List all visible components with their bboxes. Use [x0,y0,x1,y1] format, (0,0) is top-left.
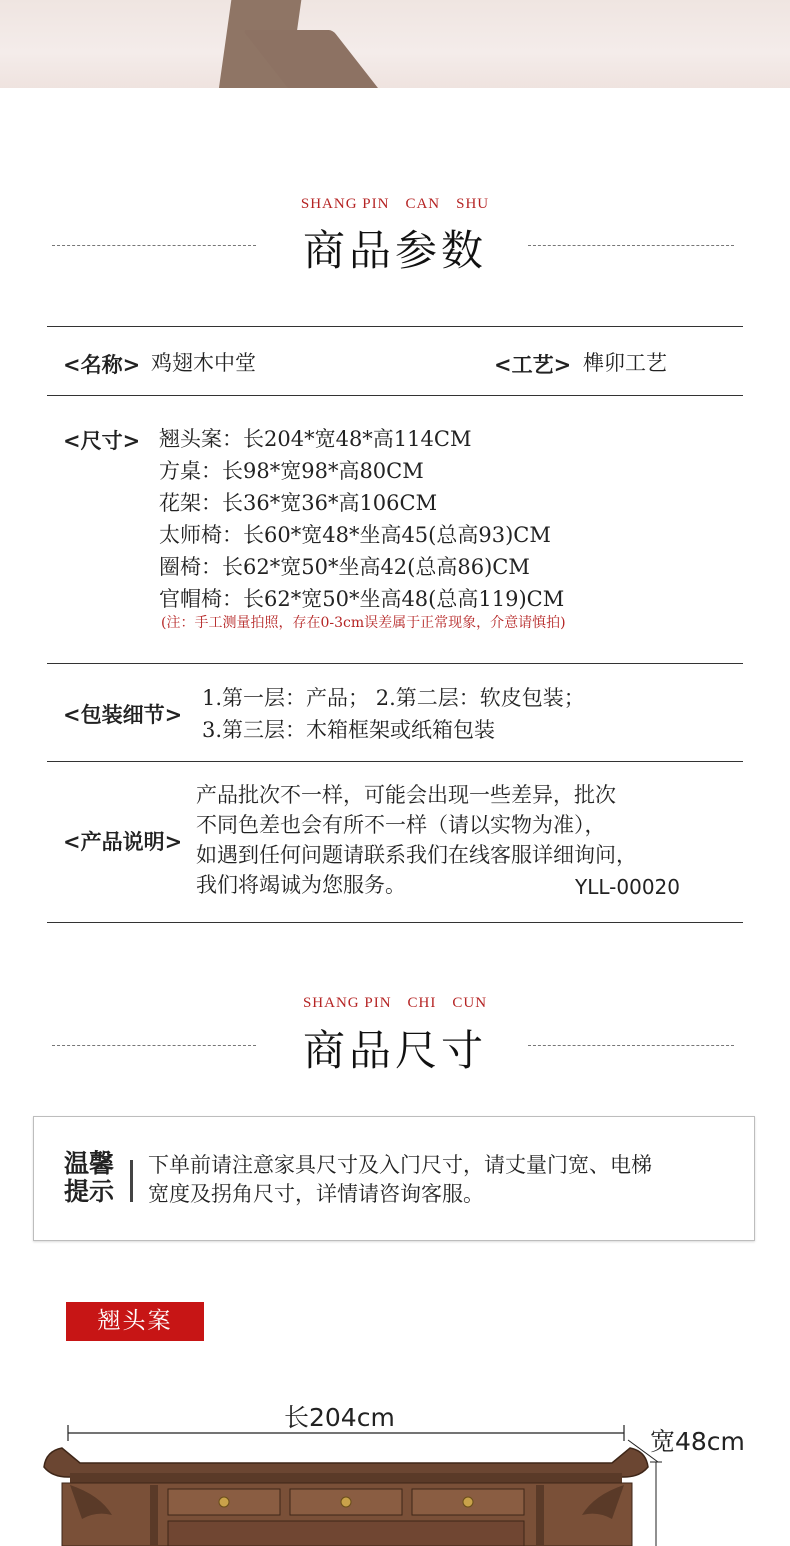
tip-text [148,1151,748,1209]
desc-line: 如遇到任何问题请联系我们在线客服详细询问， [196,843,637,867]
size-item: 翘头案：长204*宽48*高114CM [159,427,472,451]
size-label: <尺寸> [63,428,141,453]
pack-lines [202,682,585,746]
craft-value: 榫卯工艺 [583,351,667,375]
product-tag: 翘头案 [66,1302,204,1341]
size-item: 方桌：长98*宽98*高80CM [159,459,424,483]
tip-title [64,1150,124,1206]
row-divider [47,663,743,664]
tip-text-line: 宽度及拐角尺寸，详情请咨询客服。 [148,1182,484,1206]
tip-title-line: 温馨 [64,1149,115,1178]
top-image-banner [0,0,790,88]
pack-label: <包装细节> [63,702,183,727]
row-divider [47,922,743,923]
size-item: 太师椅：长60*宽48*坐高45(总高93)CM [159,523,551,547]
row-divider [47,395,743,396]
section-subtitle: SHANG PIN CHI CUN [302,995,488,1011]
section-subtitle: SHANG PIN CAN SHU [300,196,490,212]
size-item: 圈椅：长62*宽50*坐高42(总高86)CM [159,555,530,579]
craft-label: <工艺> [494,352,572,377]
desc-line: 产品批次不一样，可能会出现一些差异，批次 [196,783,616,807]
desc-line: 我们将竭诚为您服务。 [196,873,406,897]
name-value: 鸡翅木中堂 [151,351,256,375]
product-code: YLL-00020 [575,875,680,899]
size-item: 花架：长36*宽36*高106CM [159,491,438,515]
length-dimension-label: 长204cm [284,1403,395,1432]
name-label: <名称> [63,352,141,377]
desc-label: <产品说明> [63,829,183,854]
width-dimension-label: 宽48cm [650,1427,745,1456]
section-title: 商品参数 [302,226,487,275]
row-divider [47,761,743,762]
row-divider [47,326,743,327]
altar-table-image [0,1415,790,1546]
tip-text-line: 下单前请注意家具尺寸及入门尺寸，请丈量门宽、电梯 [148,1153,652,1177]
size-list [159,423,564,615]
tip-divider [130,1160,133,1202]
section-title: 商品尺寸 [302,1026,487,1075]
size-item: 官帽椅：长62*宽50*坐高48(总高119)CM [159,587,565,611]
pack-line: 1.第一层：产品； 2.第二层：软皮包装； [202,686,585,710]
tip-title-line: 提示 [64,1177,115,1206]
size-note: (注：手工测量拍照，存在0-3cm误差属于正常现象，介意请慎拍) [161,615,566,631]
pack-line: 3.第三层：木箱框架或纸箱包装 [202,718,496,742]
desc-lines [196,780,637,900]
desc-line: 不同色差也会有所不一样（请以实物为准）， [196,813,606,837]
